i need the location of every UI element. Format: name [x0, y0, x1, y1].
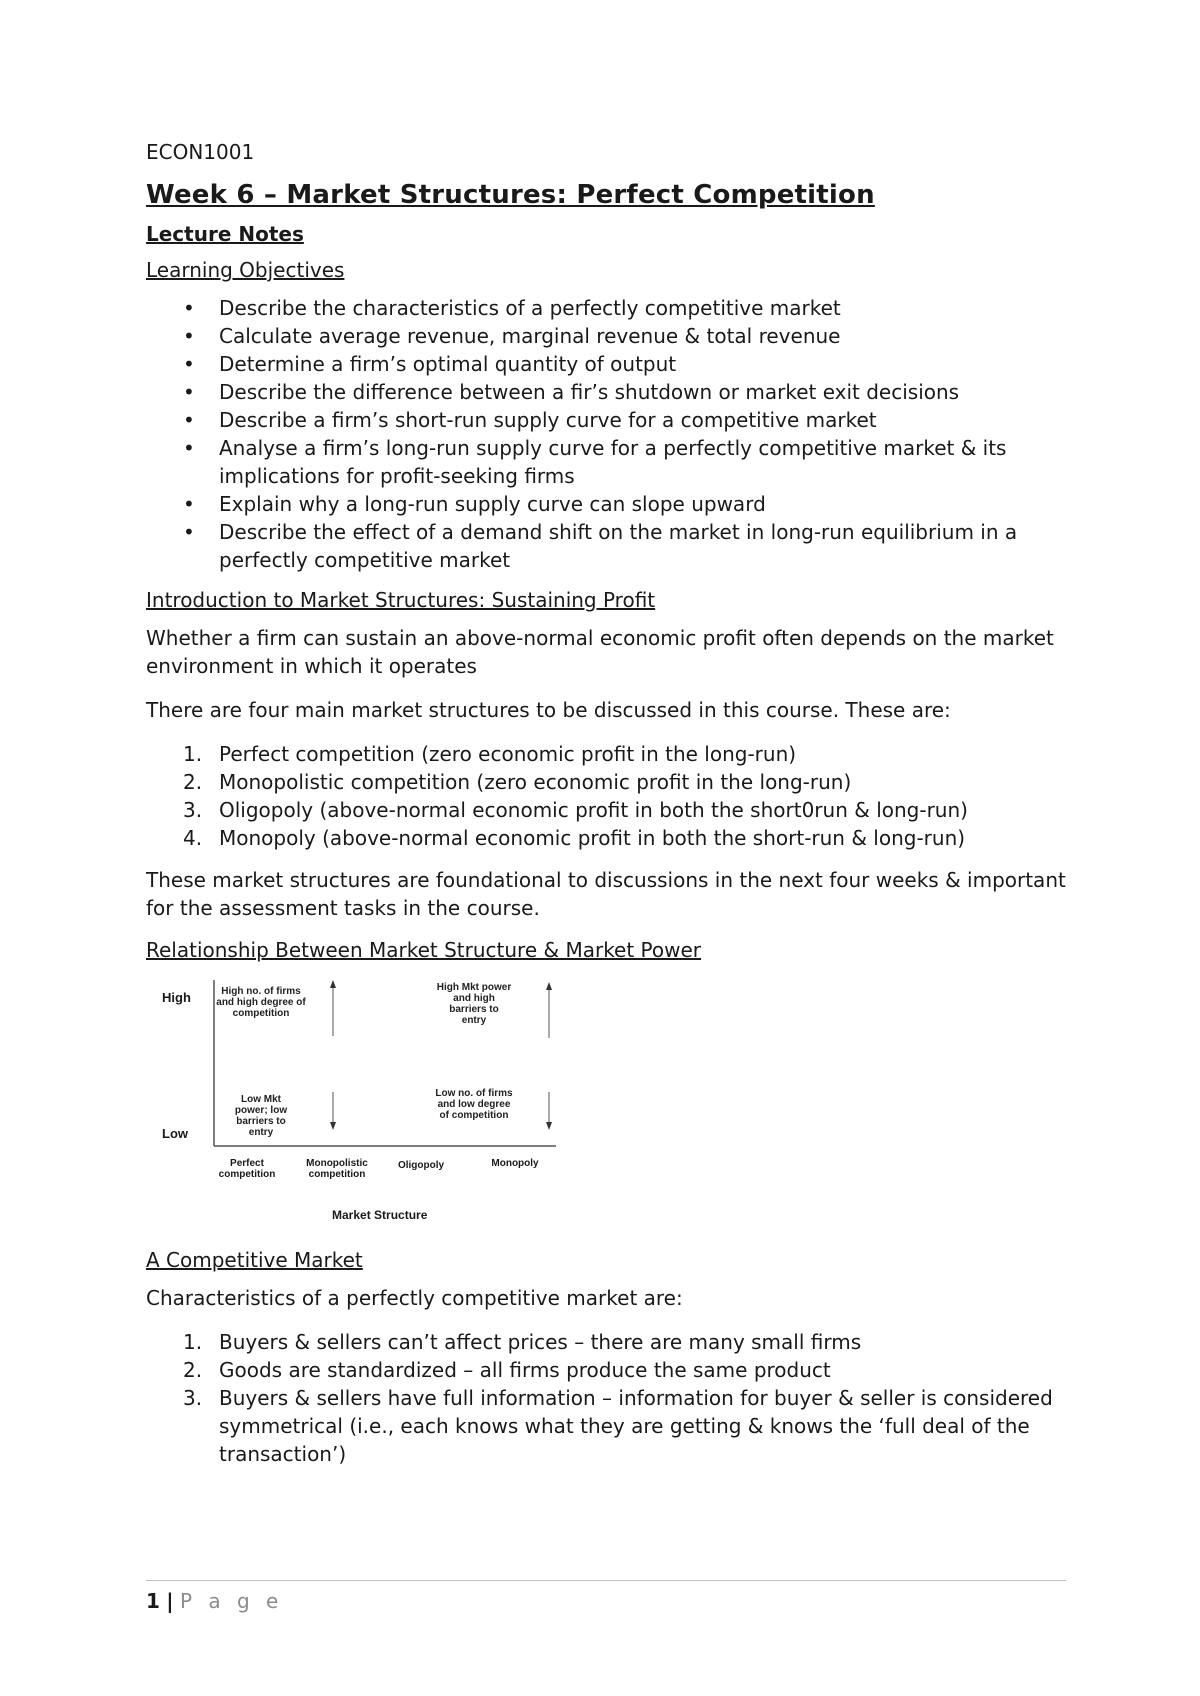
arrow-head-down-right	[546, 1122, 552, 1130]
page-title: Week 6 – Market Structures: Perfect Competition	[146, 180, 875, 210]
intro-paragraph: Whether a firm can sustain an above-normal economic profit often depends on the market environment in which it operates	[146, 626, 1054, 678]
list-item: • Describe the difference between a fir’s shutdown or market exit decisions	[219, 378, 1066, 406]
bottom-right-label: Low no. of firms and low degree of competition	[435, 1088, 513, 1121]
objectives-heading: Learning Objectives	[146, 258, 345, 282]
list-item: Monopolistic competition (zero economic profit in the long-run)	[219, 770, 852, 794]
page-label: P a g e	[179, 1589, 284, 1613]
list-item: Buyers & sellers have full information – information for buyer & seller is considered symmetrical (i.e., each knows what they are getting & knows the ‘full deal of the transaction’)	[219, 1386, 1053, 1466]
page-number: 1	[146, 1589, 160, 1613]
x-axis-title: Market Structure	[332, 1208, 428, 1222]
competitive-heading: A Competitive Market	[146, 1248, 363, 1272]
footer-separator: |	[166, 1589, 174, 1613]
list-item: • Determine a firm’s optimal quantity of output	[219, 350, 1066, 378]
list-item: Goods are standardized – all firms produce the same product	[219, 1358, 831, 1382]
intro-paragraph: There are four main market structures to be discussed in this course. These are:	[146, 698, 951, 722]
document-page	[146, 140, 1066, 1482]
x-category-label: Monopolistic competition	[306, 1158, 368, 1180]
list-item: • Analyse a firm’s long-run supply curve for a perfectly competitive market & its implications for profit-seeking firms	[219, 434, 1066, 490]
y-high-label: High	[162, 990, 191, 1005]
lecture-notes-heading: Lecture Notes	[146, 222, 304, 246]
x-category-label: Perfect competition	[218, 1158, 276, 1180]
arrow-head-up-right	[546, 982, 552, 990]
list-item: Perfect competition (zero economic profit in the long-run)	[219, 742, 797, 766]
x-category-label: Oligopoly	[397, 1160, 445, 1171]
relationship-heading: Relationship Between Market Structure & Market Power	[146, 938, 702, 962]
intro-heading: Introduction to Market Structures: Sustaining Profit	[146, 588, 656, 612]
list-item: • Describe the effect of a demand shift on the market in long-run equilibrium in a perfectly competitive market	[219, 518, 1066, 574]
intro-paragraph: These market structures are foundational to discussions in the next four weeks & important for the assessment tasks in the course.	[146, 868, 1066, 920]
top-left-label: High no. of firms and high degree of competition	[216, 986, 306, 1019]
list-item: Monopoly (above-normal economic profit in both the short-run & long-run)	[219, 826, 966, 850]
top-right-label: High Mkt power and high barriers to entry	[436, 982, 512, 1026]
competitive-intro: Characteristics of a perfectly competitive market are:	[146, 1286, 683, 1310]
page-footer	[146, 1580, 1066, 1613]
characteristics-list	[146, 1328, 1066, 1468]
list-item: • Explain why a long-run supply curve can slope upward	[219, 490, 1066, 518]
list-item: Buyers & sellers can’t affect prices – there are many small firms	[219, 1330, 862, 1354]
bottom-left-label: Low Mkt power; low barriers to entry	[234, 1094, 288, 1138]
course-code: ECON1001	[146, 140, 255, 164]
y-low-label: Low	[162, 1126, 188, 1141]
arrow-head-down-left	[330, 1122, 336, 1130]
x-category-label: Monopoly	[491, 1158, 539, 1169]
objectives-list	[146, 294, 1066, 574]
list-item: • Describe the characteristics of a perfectly competitive market	[219, 294, 1066, 322]
list-item: • Describe a firm’s short-run supply curve for a competitive market	[219, 406, 1066, 434]
market-power-diagram	[146, 974, 566, 1232]
list-item: Oligopoly (above-normal economic profit in both the short0run & long-run)	[219, 798, 968, 822]
list-item: • Calculate average revenue, marginal revenue & total revenue	[219, 322, 1066, 350]
arrow-head-up-left	[330, 980, 336, 988]
market-structures-list	[146, 740, 1066, 852]
